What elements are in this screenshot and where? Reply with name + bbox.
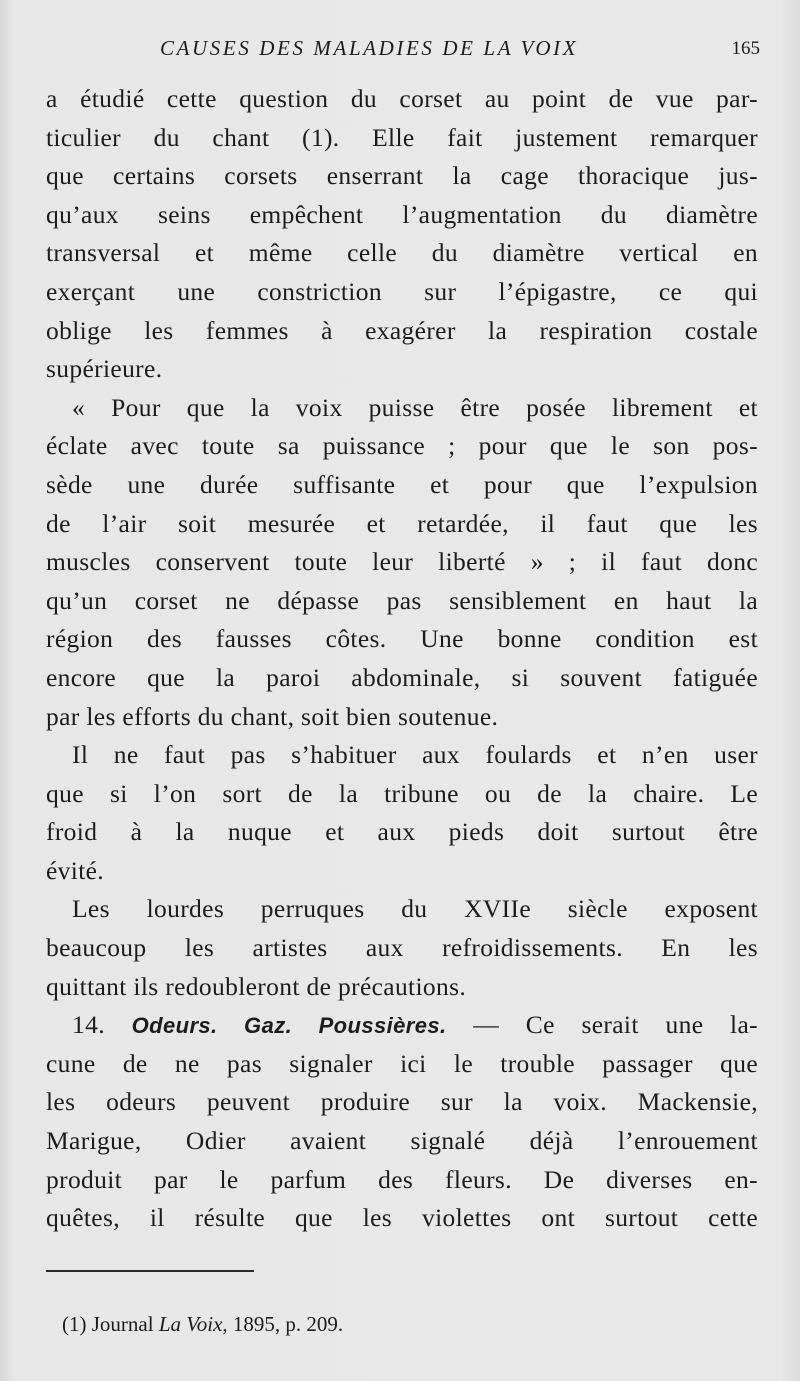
section-heading-line [46, 1006, 758, 1045]
text-line: supérieure. [46, 354, 163, 384]
text-line: oblige les femmes à exagérer la respiration costale [46, 315, 758, 345]
footnote [62, 1312, 343, 1337]
section-heading-text: — Ce serait une la- [446, 1010, 758, 1040]
text-line: qu’un corset ne dépasse pas sensiblement en haut la [46, 585, 758, 615]
text-line: Les lourdes perruques du XVIIe siècle exposent [72, 894, 758, 924]
footnote-rest: , 1895, p. 209. [222, 1312, 344, 1336]
text-line: produit par le parfum des fleurs. De diverses en- [46, 1164, 758, 1194]
text-line: région des fausses côtes. Une bonne condition est [46, 624, 758, 654]
section-title: Odeurs. Gaz. Poussières. [131, 1013, 447, 1039]
text-line: cune de ne pas signaler ici le trouble passager que [46, 1048, 758, 1078]
page-number: 165 [731, 38, 760, 59]
text-line: qu’aux seins empêchent l’augmentation du diamètre [46, 199, 758, 229]
text-line: ticulier du chant (1). Elle fait justement remarquer [46, 122, 758, 152]
text-line: « Pour que la voix puisse être posée librement et [72, 392, 758, 422]
text-line: Il ne faut pas s’habituer aux foulards et n’en user [72, 740, 758, 770]
running-head-title: CAUSES DES MALADIES DE LA VOIX [160, 36, 579, 60]
text-line: par les efforts du chant, soit bien soutenue. [46, 701, 499, 731]
section-number: 14. [72, 1010, 105, 1040]
text-line: quittant ils redoubleront de précautions. [46, 971, 467, 1001]
text-line: éclate avec toute sa puissance ; pour que le son pos- [46, 431, 758, 461]
body-text [46, 80, 758, 1238]
text-line: que certains corsets enserrant la cage thoracique jus- [46, 161, 758, 191]
text-line: a étudié cette question du corset au point de vue par- [46, 84, 758, 113]
footnote-marker: (1) Journal [62, 1312, 159, 1336]
text-line: évité. [46, 855, 105, 885]
footnote-journal: La Voix [158, 1312, 223, 1336]
text-line: les odeurs peuvent produire sur la voix. Mackensie, [46, 1087, 758, 1117]
text-line: muscles conservent toute leur liberté » ; il faut donc [46, 547, 758, 577]
text-line: exerçant une constriction sur l’épigastre, ce qui [46, 276, 758, 306]
text-line: beaucoup les artistes aux refroidissements. En les [46, 933, 758, 963]
text-line: transversal et même celle du diamètre vertical en [46, 238, 758, 268]
text-line: sède une durée suffisante et pour que l’expulsion [46, 469, 758, 499]
text-line: de l’air soit mesurée et retardée, il faut que les [46, 508, 758, 538]
running-head [160, 36, 760, 66]
text-line: Marigue, Odier avaient signalé déjà l’enrouement [46, 1126, 758, 1156]
text-line: que si l’on sort de la tribune ou de la chaire. Le [46, 778, 758, 808]
text-line: encore que la paroi abdominale, si souvent fatiguée [46, 662, 758, 692]
footnote-rule [46, 1270, 254, 1272]
text-line: quêtes, il résulte que les violettes ont surtout cette [46, 1203, 758, 1233]
text-line: froid à la nuque et aux pieds doit surtout être [46, 817, 758, 847]
